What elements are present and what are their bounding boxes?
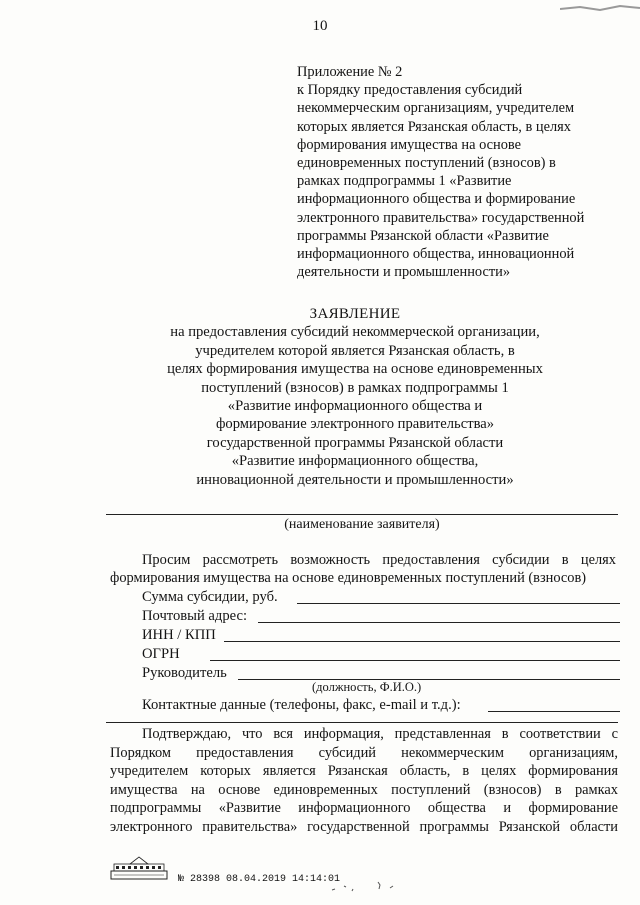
page-number: 10: [312, 18, 328, 34]
head-label: Руководитель: [142, 665, 227, 681]
appendix-line: информационного общества и формирование: [297, 191, 576, 208]
confirmation-line: подпрограммы «Развитие информационного общества и формирование: [110, 800, 618, 817]
amount-label: Сумма субсидии, руб.: [142, 589, 278, 605]
contacts-continuation-line[interactable]: [106, 722, 618, 723]
confirmation-line: Подтверждаю, что вся информация, представленная в соответствии с: [142, 726, 618, 742]
address-label: Почтовый адрес:: [142, 608, 248, 624]
request-line-2: формирования имущества на основе единовременных поступлений (взносов): [110, 570, 587, 586]
appendix-line: информационного общества, инновационной: [297, 246, 575, 263]
amount-field[interactable]: [297, 603, 620, 604]
registry-logo-icon: [110, 856, 168, 885]
title-line: формирование электронного правительства»: [215, 416, 495, 433]
scan-corner-mark-icon: [560, 0, 640, 18]
title-line: поступлений (взносов) в рамках подпрограммы 1: [201, 379, 509, 396]
confirmation-line: учредителем которых является Рязанская область, в целях формирования: [110, 763, 618, 780]
title-line: инновационной деятельности и промышленности»: [196, 471, 514, 488]
title-line: учредителем которой является Рязанская область, в: [195, 342, 515, 359]
request-line-1: Просим рассмотреть возможность предоставления субсидии в целях: [142, 552, 616, 568]
confirmation-line: Порядком предоставления субсидий некоммерческим организациям,: [110, 744, 618, 761]
statement-heading: ЗАЯВЛЕНИЕ: [309, 306, 401, 322]
appendix-line: некоммерческим организациям, учредителем: [297, 100, 575, 117]
ogrn-field[interactable]: [210, 660, 620, 661]
inn-kpp-label: ИНН / КПП: [142, 627, 216, 643]
statement-title: [100, 305, 610, 489]
doc-number: № 28398: [178, 874, 221, 885]
appendix-line: электронного правительства» государственной: [297, 209, 585, 226]
appendix-line: программы Рязанской области «Развитие: [297, 227, 549, 244]
doc-datetime: 08.04.2019 14:14:01: [226, 874, 341, 885]
title-line: «Развитие информационного общества и: [227, 398, 483, 415]
contacts-label: Контактные данные (телефоны, факс, e-mail и т.д.):: [142, 697, 461, 713]
registry-number: [178, 874, 340, 885]
appendix-line: деятельности и промышленности»: [297, 264, 511, 281]
title-line: на предоставления субсидий некоммерческой организации,: [170, 324, 540, 341]
applicant-caption: (наименование заявителя): [284, 517, 440, 532]
appendix-line: к Порядку предоставления субсидий: [297, 82, 523, 99]
title-line: государственной программы Рязанской области: [206, 434, 504, 451]
contacts-field[interactable]: [488, 711, 620, 712]
inn-kpp-field[interactable]: [224, 641, 620, 642]
head-field[interactable]: [238, 679, 620, 680]
confirmation-line: электронного правительства» государственной программы Рязанской области: [110, 818, 618, 835]
appendix-header: [297, 63, 622, 281]
appendix-line: формирования имущества на основе: [297, 136, 522, 153]
head-caption: (должность, Ф.И.О.): [312, 680, 422, 694]
applicant-name-line[interactable]: [106, 514, 618, 515]
appendix-line: рамках подпрограммы 1 «Развитие: [297, 173, 512, 190]
confirmation-paragraph: [110, 725, 618, 837]
appendix-line: которых является Рязанская область, в целях: [297, 118, 571, 135]
title-line: целях формирования имущества на основе единовременных: [167, 361, 543, 378]
confirmation-line: имущества на основе единовременных поступлений (взносов) в рамках: [110, 781, 618, 798]
appendix-line: единовременных поступлений (взносов) в: [297, 155, 556, 172]
scan-marks-icon: [330, 876, 420, 901]
ogrn-label: ОГРН: [142, 646, 180, 662]
title-line: «Развитие информационного общества,: [231, 453, 479, 470]
appendix-line: Приложение № 2: [297, 64, 403, 80]
address-field[interactable]: [258, 622, 620, 623]
